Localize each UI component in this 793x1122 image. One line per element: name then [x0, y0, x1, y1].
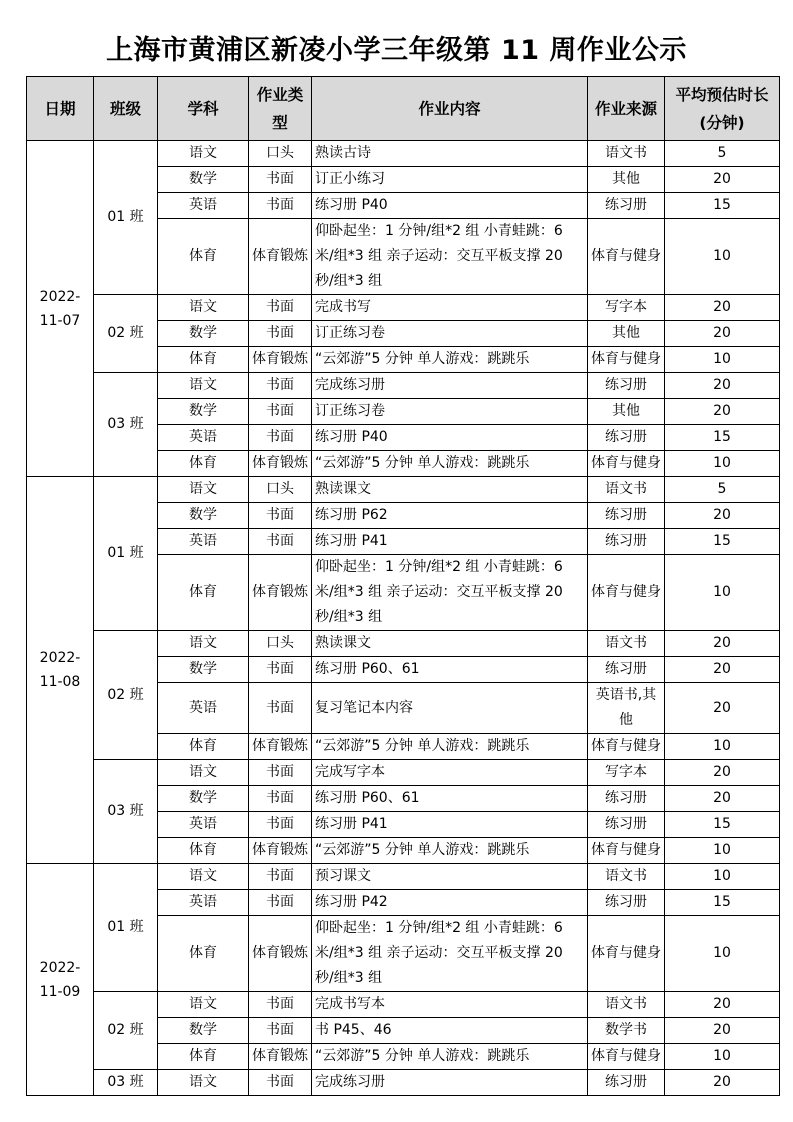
content-cell: 完成书写: [312, 295, 588, 321]
type-cell: 书面: [249, 992, 312, 1018]
source-cell: 语文书: [588, 864, 665, 890]
class-cell: 02 班: [94, 631, 158, 760]
table-row: [27, 1070, 780, 1096]
content-cell: 复习笔记本内容: [312, 683, 588, 734]
type-cell: 体育锻炼: [249, 347, 312, 373]
duration-cell: 20: [665, 1070, 780, 1096]
subject-cell: 体育: [158, 219, 249, 295]
header-row: [27, 77, 780, 141]
subject-cell: 语文: [158, 631, 249, 657]
duration-cell: 10: [665, 916, 780, 992]
subject-cell: 数学: [158, 503, 249, 529]
content-cell: 仰卧起坐：1 分钟/组*2 组 小青蛙跳：6 米/组*3 组 亲子运动：交互平板支撑 20 秒/组*3 组: [312, 916, 588, 992]
class-cell: 01 班: [94, 477, 158, 631]
table-row: [27, 477, 780, 503]
duration-cell: 10: [665, 451, 780, 477]
subject-cell: 英语: [158, 529, 249, 555]
type-cell: 书面: [249, 683, 312, 734]
content-cell: 练习册 P40: [312, 425, 588, 451]
class-cell: 02 班: [94, 295, 158, 373]
table-row: [27, 141, 780, 167]
content-cell: 仰卧起坐：1 分钟/组*2 组 小青蛙跳：6 米/组*3 组 亲子运动：交互平板支撑 20 秒/组*3 组: [312, 555, 588, 631]
subject-cell: 英语: [158, 890, 249, 916]
duration-cell: 5: [665, 477, 780, 503]
source-cell: 练习册: [588, 425, 665, 451]
duration-cell: 15: [665, 890, 780, 916]
content-cell: 练习册 P41: [312, 812, 588, 838]
duration-cell: 15: [665, 529, 780, 555]
subject-cell: 语文: [158, 760, 249, 786]
type-cell: 书面: [249, 193, 312, 219]
duration-cell: 20: [665, 760, 780, 786]
type-cell: 书面: [249, 786, 312, 812]
subject-cell: 语文: [158, 477, 249, 503]
source-cell: 其他: [588, 321, 665, 347]
source-cell: 语文书: [588, 477, 665, 503]
header-duration: 平均预估时长(分钟): [665, 77, 780, 141]
type-cell: 书面: [249, 373, 312, 399]
duration-cell: 20: [665, 1018, 780, 1044]
duration-cell: 20: [665, 786, 780, 812]
header-source: 作业来源: [588, 77, 665, 141]
subject-cell: 语文: [158, 373, 249, 399]
content-cell: 订正练习卷: [312, 399, 588, 425]
table-row: [27, 373, 780, 399]
duration-cell: 10: [665, 734, 780, 760]
type-cell: 体育锻炼: [249, 555, 312, 631]
table-row: [27, 631, 780, 657]
duration-cell: 15: [665, 193, 780, 219]
content-cell: 熟读古诗: [312, 141, 588, 167]
content-cell: 练习册 P60、61: [312, 657, 588, 683]
class-cell: 01 班: [94, 864, 158, 992]
type-cell: 口头: [249, 141, 312, 167]
source-cell: 练习册: [588, 890, 665, 916]
source-cell: 练习册: [588, 503, 665, 529]
source-cell: 练习册: [588, 193, 665, 219]
content-cell: “云郊游”5 分钟 单人游戏：跳跳乐: [312, 838, 588, 864]
type-cell: 书面: [249, 295, 312, 321]
source-cell: 练习册: [588, 657, 665, 683]
type-cell: 书面: [249, 529, 312, 555]
source-cell: 体育与健身: [588, 734, 665, 760]
subject-cell: 语文: [158, 992, 249, 1018]
table-row: [27, 864, 780, 890]
type-cell: 体育锻炼: [249, 1044, 312, 1070]
date-cell: 2022-11-08: [27, 477, 94, 864]
duration-cell: 20: [665, 631, 780, 657]
type-cell: 书面: [249, 425, 312, 451]
subject-cell: 数学: [158, 167, 249, 193]
content-cell: 练习册 P40: [312, 193, 588, 219]
subject-cell: 数学: [158, 1018, 249, 1044]
class-cell: 02 班: [94, 992, 158, 1070]
duration-cell: 20: [665, 503, 780, 529]
duration-cell: 20: [665, 321, 780, 347]
duration-cell: 10: [665, 838, 780, 864]
type-cell: 书面: [249, 864, 312, 890]
source-cell: 体育与健身: [588, 451, 665, 477]
subject-cell: 语文: [158, 295, 249, 321]
source-cell: 数学书: [588, 1018, 665, 1044]
subject-cell: 体育: [158, 451, 249, 477]
subject-cell: 体育: [158, 838, 249, 864]
content-cell: 订正练习卷: [312, 321, 588, 347]
duration-cell: 10: [665, 347, 780, 373]
subject-cell: 体育: [158, 734, 249, 760]
header-type: 作业类型: [249, 77, 312, 141]
type-cell: 体育锻炼: [249, 734, 312, 760]
source-cell: 英语书,其他: [588, 683, 665, 734]
source-cell: 语文书: [588, 992, 665, 1018]
page-title: 上海市黄浦区新凌小学三年级第 11 周作业公示: [106, 35, 687, 66]
duration-cell: 15: [665, 425, 780, 451]
type-cell: 书面: [249, 167, 312, 193]
source-cell: 语文书: [588, 631, 665, 657]
source-cell: 体育与健身: [588, 916, 665, 992]
content-cell: “云郊游”5 分钟 单人游戏：跳跳乐: [312, 451, 588, 477]
subject-cell: 数学: [158, 399, 249, 425]
source-cell: 练习册: [588, 373, 665, 399]
class-cell: 03 班: [94, 373, 158, 477]
table-row: [27, 760, 780, 786]
type-cell: 书面: [249, 760, 312, 786]
type-cell: 口头: [249, 631, 312, 657]
source-cell: 练习册: [588, 1070, 665, 1096]
source-cell: 体育与健身: [588, 838, 665, 864]
subject-cell: 英语: [158, 193, 249, 219]
source-cell: 其他: [588, 399, 665, 425]
homework-table: [26, 76, 780, 1096]
duration-cell: 15: [665, 812, 780, 838]
source-cell: 体育与健身: [588, 219, 665, 295]
header-date: 日期: [27, 77, 94, 141]
date-cell: 2022-11-07: [27, 141, 94, 477]
type-cell: 口头: [249, 477, 312, 503]
duration-cell: 10: [665, 1044, 780, 1070]
duration-cell: 10: [665, 555, 780, 631]
duration-cell: 10: [665, 219, 780, 295]
duration-cell: 20: [665, 683, 780, 734]
content-cell: 书 P45、46: [312, 1018, 588, 1044]
content-cell: 预习课文: [312, 864, 588, 890]
class-cell: 01 班: [94, 141, 158, 295]
subject-cell: 体育: [158, 916, 249, 992]
duration-cell: 10: [665, 864, 780, 890]
subject-cell: 英语: [158, 683, 249, 734]
content-cell: “云郊游”5 分钟 单人游戏：跳跳乐: [312, 734, 588, 760]
duration-cell: 20: [665, 373, 780, 399]
duration-cell: 5: [665, 141, 780, 167]
duration-cell: 20: [665, 399, 780, 425]
subject-cell: 数学: [158, 321, 249, 347]
subject-cell: 数学: [158, 657, 249, 683]
header-content: 作业内容: [312, 77, 588, 141]
date-cell: 2022-11-09: [27, 864, 94, 1096]
type-cell: 书面: [249, 657, 312, 683]
class-cell: 03 班: [94, 1070, 158, 1096]
source-cell: 其他: [588, 167, 665, 193]
source-cell: 体育与健身: [588, 347, 665, 373]
duration-cell: 20: [665, 295, 780, 321]
source-cell: 写字本: [588, 295, 665, 321]
header-class: 班级: [94, 77, 158, 141]
type-cell: 书面: [249, 503, 312, 529]
source-cell: 语文书: [588, 141, 665, 167]
type-cell: 体育锻炼: [249, 219, 312, 295]
type-cell: 书面: [249, 890, 312, 916]
subject-cell: 语文: [158, 864, 249, 890]
subject-cell: 体育: [158, 555, 249, 631]
source-cell: 体育与健身: [588, 1044, 665, 1070]
type-cell: 书面: [249, 321, 312, 347]
class-cell: 03 班: [94, 760, 158, 864]
source-cell: 练习册: [588, 786, 665, 812]
content-cell: 熟读课文: [312, 631, 588, 657]
duration-cell: 20: [665, 167, 780, 193]
subject-cell: 体育: [158, 1044, 249, 1070]
type-cell: 书面: [249, 1018, 312, 1044]
table-row: [27, 295, 780, 321]
content-cell: 练习册 P62: [312, 503, 588, 529]
duration-cell: 20: [665, 657, 780, 683]
content-cell: 练习册 P60、61: [312, 786, 588, 812]
subject-cell: 英语: [158, 812, 249, 838]
content-cell: 熟读课文: [312, 477, 588, 503]
subject-cell: 语文: [158, 141, 249, 167]
content-cell: 完成书写本: [312, 992, 588, 1018]
content-cell: 完成练习册: [312, 1070, 588, 1096]
subject-cell: 体育: [158, 347, 249, 373]
type-cell: 体育锻炼: [249, 451, 312, 477]
content-cell: 练习册 P41: [312, 529, 588, 555]
source-cell: 写字本: [588, 760, 665, 786]
type-cell: 书面: [249, 1070, 312, 1096]
source-cell: 体育与健身: [588, 555, 665, 631]
source-cell: 练习册: [588, 529, 665, 555]
table-row: [27, 992, 780, 1018]
header-subject: 学科: [158, 77, 249, 141]
type-cell: 体育锻炼: [249, 916, 312, 992]
content-cell: 完成练习册: [312, 373, 588, 399]
content-cell: 练习册 P42: [312, 890, 588, 916]
content-cell: “云郊游”5 分钟 单人游戏：跳跳乐: [312, 1044, 588, 1070]
content-cell: “云郊游”5 分钟 单人游戏：跳跳乐: [312, 347, 588, 373]
subject-cell: 语文: [158, 1070, 249, 1096]
subject-cell: 英语: [158, 425, 249, 451]
content-cell: 仰卧起坐：1 分钟/组*2 组 小青蛙跳：6 米/组*3 组 亲子运动：交互平板支撑 20 秒/组*3 组: [312, 219, 588, 295]
content-cell: 完成写字本: [312, 760, 588, 786]
content-cell: 订正小练习: [312, 167, 588, 193]
type-cell: 体育锻炼: [249, 838, 312, 864]
type-cell: 书面: [249, 812, 312, 838]
duration-cell: 20: [665, 992, 780, 1018]
subject-cell: 数学: [158, 786, 249, 812]
source-cell: 练习册: [588, 812, 665, 838]
type-cell: 书面: [249, 399, 312, 425]
